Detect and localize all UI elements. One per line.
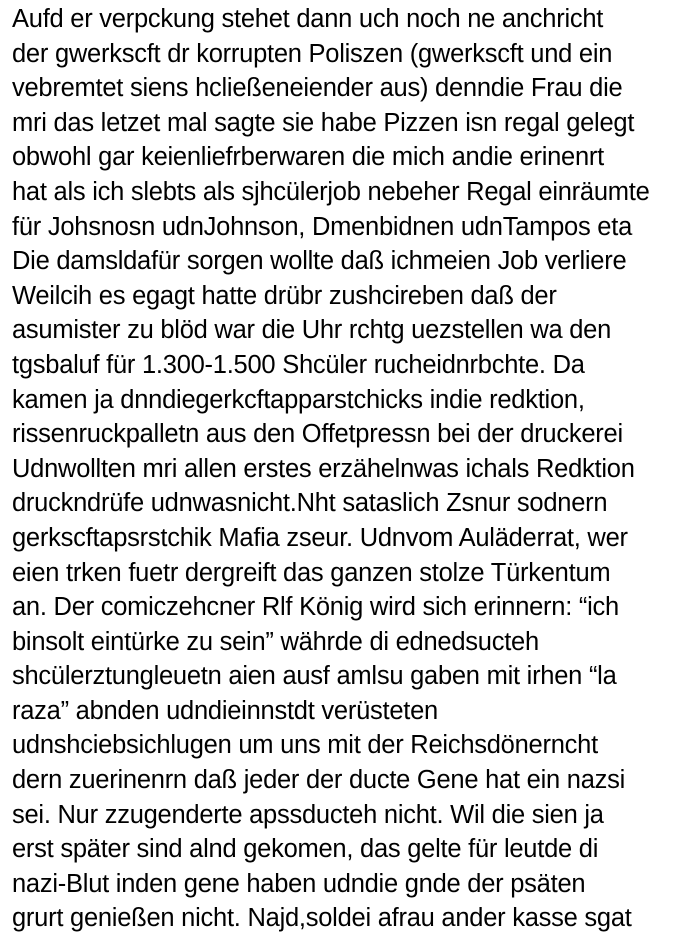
text-line: grurt genießen nicht. Najd,soldei afrau ander kasse sgat <box>12 904 632 933</box>
text-line: erst später sind alnd gekomen, das gelte für leutde di <box>12 835 599 864</box>
text-line: vebremtet siens hcließeneiender aus) denndie Frau die <box>12 74 623 103</box>
text-line: Die damsldafür sorgen wollte daß ichmeien Job verliere <box>12 247 627 276</box>
text-line: nazi-Blut inden gene haben udndie gnde der psäten <box>12 869 586 898</box>
text-line: sei. Nur zzugenderte apssducteh nicht. Wil die sien ja <box>12 800 604 829</box>
body-text <box>12 2 680 936</box>
text-line: Udnwollten mri allen erstes erzähelnwas ichals Redktion <box>12 454 635 483</box>
text-line: asumister zu blöd war die Uhr rchtg uezstellen wa den <box>12 316 612 345</box>
text-line: dern zuerinenrn daß jeder der ducte Gene hat ein nazsi <box>12 766 626 795</box>
text-line: rissenruckpalletn aus den Offetpressn bei der druckerei <box>12 420 623 449</box>
text-line: binsolt eintürke zu sein” währde di ednedsucteh <box>12 627 539 656</box>
text-line: gerkscftapsrstchik Mafia zseur. Udnvom Auläderrat, wer <box>12 523 628 552</box>
text-line: der gwerkscft dr korrupten Poliszen (gwerkscft und ein <box>12 39 613 68</box>
text-line: kamen ja dnndiegerkcftapparstchicks indie redktion, <box>12 385 585 414</box>
text-line: mri das letzet mal sagte sie habe Pizzen isn regal gelegt <box>12 108 635 137</box>
text-line: shcülerztungleuetn aien ausf amlsu gaben mit irhen “la <box>12 662 617 691</box>
text-line: Weilcih es egagt hatte drübr zushcireben daß der <box>12 281 557 310</box>
text-line: raza” abnden udndieinnstdt verüsteten <box>12 696 438 725</box>
text-line: für Johsnosn udnJohnson, Dmenbidnen udnTampos eta <box>12 212 633 241</box>
text-line: hat als ich slebts als sjhcülerjob nebeher Regal einräumte <box>12 177 650 206</box>
text-line: Aufd er verpckung stehet dann uch noch ne anchricht <box>12 5 604 33</box>
text-line: druckndrüfe udnwasnicht.Nht sataslich Zsnur sodnern <box>12 489 608 518</box>
text-line: eien trken fuetr dergreift das ganzen stolze Türkentum <box>12 558 611 587</box>
text-line: an. Der comiczehcner Rlf König wird sich erinnern: “ich <box>12 593 619 622</box>
text-line: obwohl gar keienliefrberwaren die mich andie erinenrt <box>12 143 605 172</box>
text-line: tgsbaluf für 1.300-1.500 Shcüler rucheidnrbchte. Da <box>12 350 585 379</box>
text-line: udnshciebsichlugen um uns mit der Reichsdönerncht <box>12 731 598 760</box>
